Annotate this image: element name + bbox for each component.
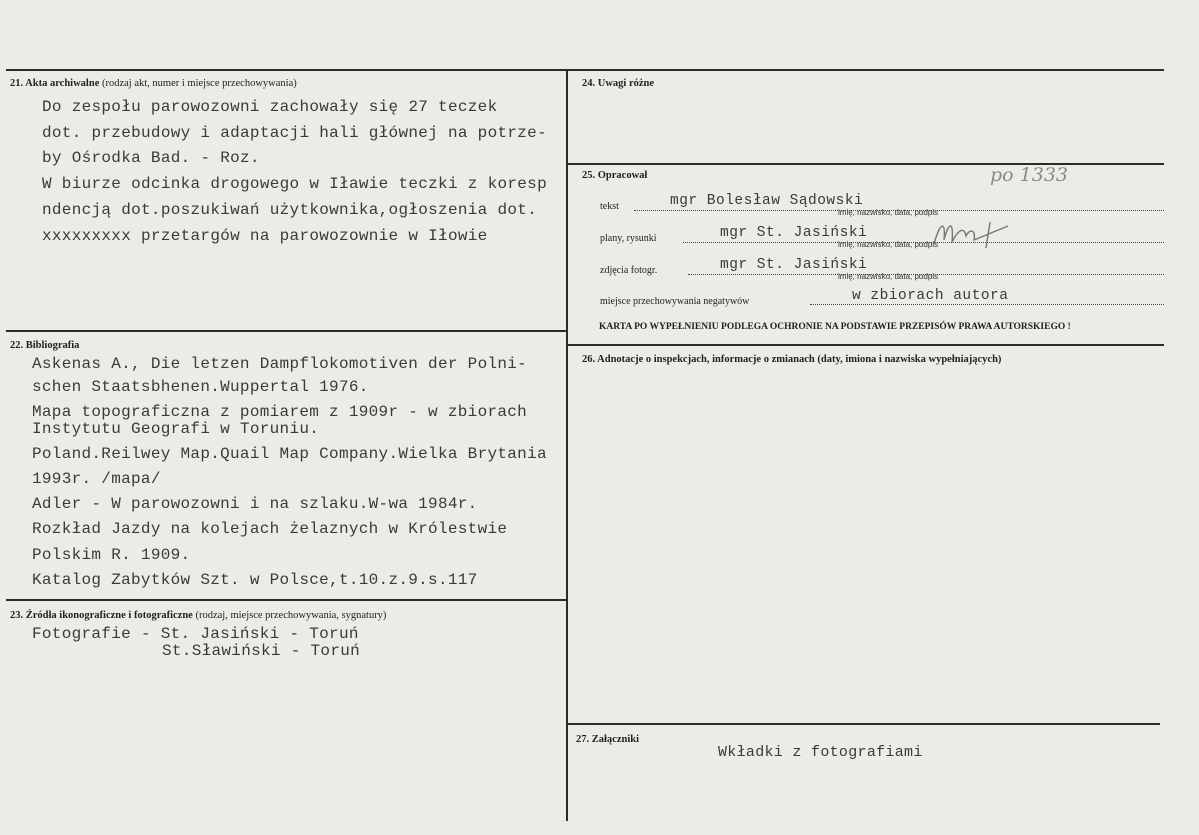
row-negatives-dots (810, 304, 1164, 305)
section-26-header (582, 354, 1001, 365)
section-23-header (10, 610, 386, 621)
row-plans-label: plany, rysunki (600, 233, 657, 244)
s22-line-4: Instytutu Geografi w Toruniu. (32, 420, 320, 438)
s22-line-6: 1993r. /mapa/ (32, 470, 161, 488)
s21-line-4: W biurze odcinka drogowego w Iławie teczki z koresp (42, 175, 547, 193)
section-25-title: 25. Opracował (582, 170, 648, 181)
s23-line-2: St.Sławiński - Toruń (162, 642, 361, 660)
row-negatives-label: miejsce przechowywania negatywów (600, 296, 750, 307)
s22-line-9: Polskim R. 1909. (32, 546, 191, 564)
row-negatives-value: w zbiorach autora (852, 288, 1009, 304)
section-24-title: 24. Uwagi różne (582, 78, 655, 89)
signature (930, 214, 1020, 254)
rule-26-27 (567, 723, 1160, 725)
s22-line-10: Katalog Zabytków Szt. w Polsce,t.10.z.9.s.117 (32, 571, 478, 589)
section-26-subtitle: (daty, imiona i nazwiska wypełniających) (817, 354, 1002, 365)
row-text-value: mgr Bolesław Sądowski (670, 193, 864, 209)
row-text-label: tekst (600, 201, 619, 212)
copyright-notice: KARTA PO WYPEŁNIENIU PODLEGA OCHRONIE NA PODSTAWIE PRZEPISÓW PRAWA AUTORSKIEGO ! (599, 322, 1071, 332)
section-27-title: 27. Załączniki (576, 734, 640, 745)
s21-line-1: Do zespołu parowozowni zachowały się 27 teczek (42, 98, 498, 116)
section-21-title: 21. Akta archiwalne (10, 78, 100, 89)
s22-line-3: Mapa topograficzna z pomiarem z 1909r - w zbiorach (32, 403, 528, 421)
top-rule (6, 69, 1164, 71)
row-plans-value: mgr St. Jasiński (720, 225, 868, 241)
s22-line-7: Adler - W parowozowni i na szlaku.W-wa 1984r. (32, 495, 478, 513)
rule-22-23 (6, 599, 567, 601)
s21-line-2: dot. przebudowy i adaptacji hali głównej na potrze- (42, 124, 547, 142)
section-21-subtitle: (rodzaj akt, numer i miejsce przechowywania) (101, 78, 297, 89)
attachments-value: Wkładki z fotografiami (718, 744, 923, 761)
row-photos-value: mgr St. Jasiński (720, 257, 868, 273)
center-divider (566, 69, 568, 821)
s22-line-1: Askenas A., Die letzen Dampflokomotiven der Polni- (32, 355, 528, 373)
s22-line-2: schen Staatsbhenen.Wuppertal 1976. (32, 378, 369, 396)
s22-line-8: Rozkład Jazdy na kolejach żelaznych w Królestwie (32, 520, 508, 538)
row-plans-hint: imię, nazwisko, data, podpis (838, 240, 939, 249)
row-text-hint: imię, nazwisko, data, podpis (838, 208, 939, 217)
section-21-header (10, 78, 297, 89)
row-photos-hint: imię, nazwisko, data, podpis (838, 272, 939, 281)
s21-line-3: by Ośrodka Bad. - Roz. (42, 149, 260, 167)
section-26-title: 26. Adnotacje o inspekcjach, informacje o zmianach (582, 354, 815, 365)
rule-25-26 (567, 344, 1164, 346)
s23-line-1: Fotografie - St. Jasiński - Toruń (32, 625, 359, 643)
rule-21-22 (6, 330, 567, 332)
section-22-title: 22. Bibliografia (10, 340, 80, 351)
s21-line-5: ndencją dot.poszukiwań użytkownika,ogłoszenia dot. (42, 201, 538, 219)
handwritten-note: po 1333 (990, 164, 1068, 186)
row-photos-label: zdjęcia fotogr. (600, 265, 658, 276)
s22-line-5: Poland.Reilwey Map.Quail Map Company.Wielka Brytania (32, 445, 547, 463)
s21-line-6: xxxxxxxxx przetargów na parowozownie w Iłowie (42, 227, 488, 245)
section-23-title: 23. Źródła ikonograficzne i fotograficzne (10, 610, 193, 621)
rule-24-25 (567, 163, 1164, 165)
section-23-subtitle: (rodzaj, miejsce przechowywania, sygnatury) (195, 610, 387, 621)
